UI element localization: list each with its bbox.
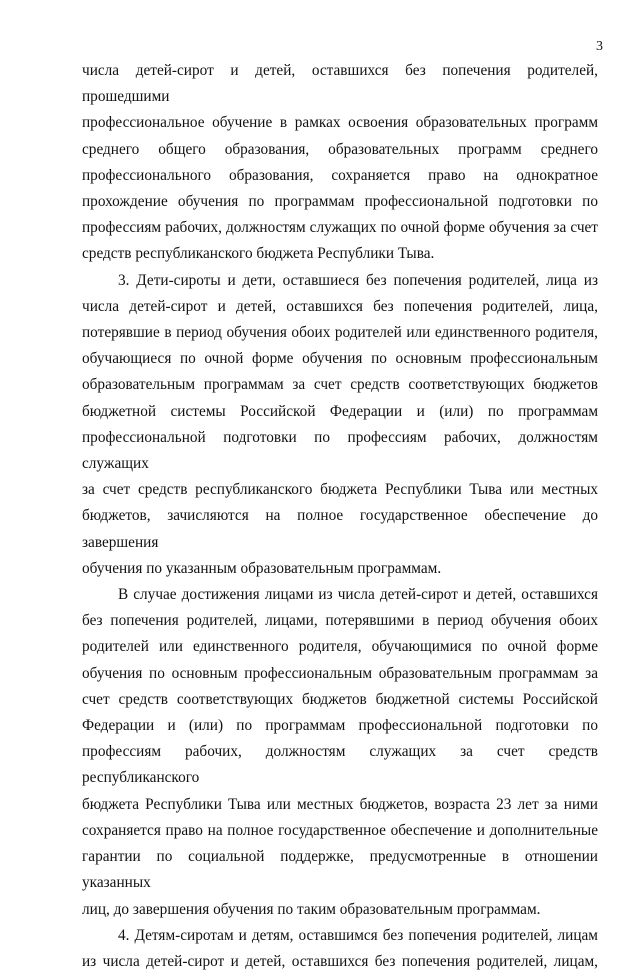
text-line: сохраняется право на полное государственное обеспечение и дополнительные xyxy=(82,821,598,839)
text-line: 4. Детям-сиротам и детям, оставшимся без попечения родителей, лицам xyxy=(118,926,598,944)
text-line: лиц, до завершения обучения по таким образовательным программам. xyxy=(82,900,541,918)
text-line: профессиональной подготовки по профессиям рабочих, должностям служащих xyxy=(82,428,598,473)
text-line: без попечения родителей, лицами, потерявшими в период обучения обоих xyxy=(82,612,598,630)
paragraph-item-4 xyxy=(82,923,598,975)
text-line: В случае достижения лицами из числа детей-сирот и детей, оставшихся xyxy=(118,586,598,604)
text-line: за счет средств республиканского бюджета Республики Тыва или местных xyxy=(82,481,598,499)
text-line: обучения по указанным образовательным программам. xyxy=(82,559,442,577)
text-line: бюджета Республики Тыва или местных бюджетов, возраста 23 лет за ними xyxy=(82,795,598,813)
text-line: потерявшие в период обучения обоих родителей или единственного родителя, xyxy=(82,324,598,342)
page-number: 3 xyxy=(596,39,603,54)
paragraph-continuation xyxy=(82,58,598,268)
text-line: профессиональное обучение в рамках освоения образовательных программ xyxy=(82,114,598,132)
text-line: из числа детей-сирот и детей, оставшихся без попечения родителей, лицам, xyxy=(82,952,598,970)
paragraph-age-23 xyxy=(82,582,598,923)
text-line: родителей или единственного родителя, обучающимися по очной форме xyxy=(82,638,598,656)
text-line: профессионального образования, сохраняется право на однократное xyxy=(82,166,598,184)
text-line: образовательным программам за счет средств соответствующих бюджетов xyxy=(82,376,598,394)
text-line: гарантии по социальной поддержке, предусмотренные в отношении указанных xyxy=(82,848,598,892)
text-line: среднего общего образования, образовательных программ среднего xyxy=(82,140,598,158)
paragraph-item-3 xyxy=(82,268,598,582)
text-line: числа детей-сирот и детей, оставшихся без попечения родителей, лица, xyxy=(82,297,598,315)
document-body xyxy=(82,58,598,975)
text-line: Федерации и (или) по программам профессиональной подготовки по xyxy=(82,717,598,735)
text-line: 3. Дети-сироты и дети, оставшиеся без попечения родителей, лица из xyxy=(118,271,598,289)
text-line: числа детей-сирот и детей, оставшихся без попечения родителей, прошедшими xyxy=(82,62,598,106)
text-line: прохождение обучения по программам профессиональной подготовки по xyxy=(82,193,598,211)
text-line: профессиям рабочих, должностям служащих по очной форме обучения за счет xyxy=(82,219,598,237)
text-line: профессиям рабочих, должностям служащих за счет средств республиканского xyxy=(82,743,598,787)
text-line: обучающиеся по очной форме обучения по основным профессиональным xyxy=(82,350,598,368)
text-line: средств республиканского бюджета Республики Тыва. xyxy=(82,245,435,263)
text-line: бюджетной системы Российской Федерации и (или) по программам xyxy=(82,402,598,420)
text-line: счет средств соответствующих бюджетов бюджетной системы Российской xyxy=(82,690,598,708)
text-line: обучения по основным профессиональным образовательным программам за xyxy=(82,664,598,682)
text-line: бюджетов, зачисляются на полное государственное обеспечение до завершения xyxy=(82,507,598,551)
